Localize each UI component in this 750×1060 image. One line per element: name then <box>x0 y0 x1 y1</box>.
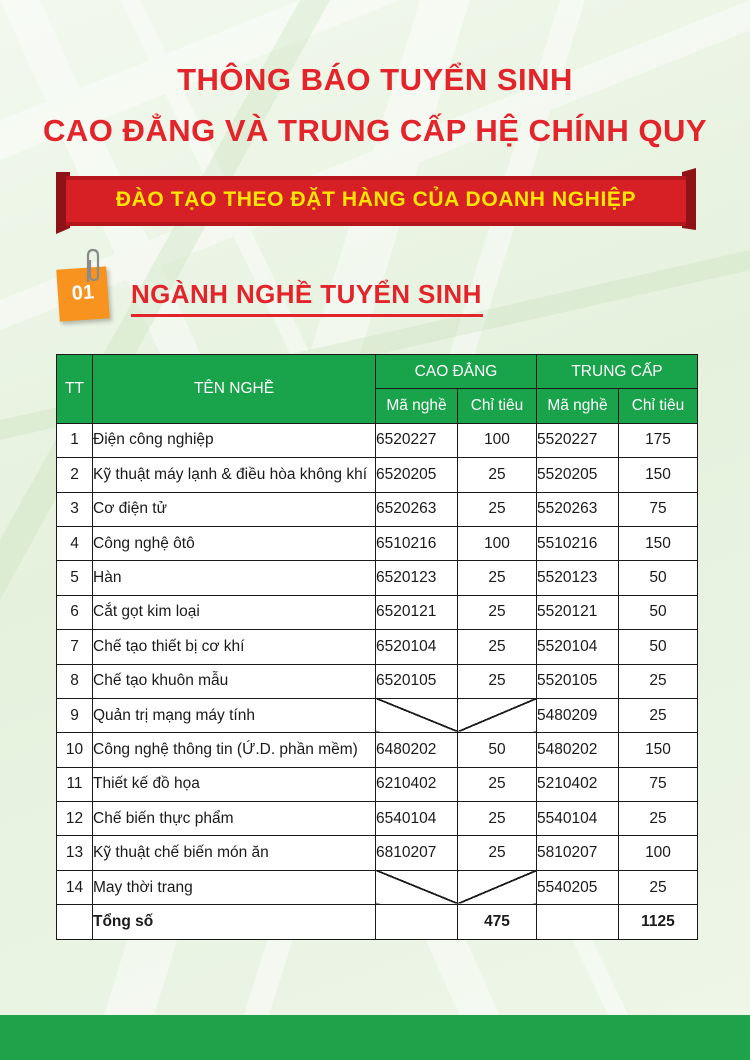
row-tc-quota: 25 <box>619 698 698 732</box>
section-underline <box>131 314 483 317</box>
row-cd-quota: 25 <box>458 630 537 664</box>
header-name: TÊN NGHỀ <box>93 355 376 424</box>
row-cd-code: 6540104 <box>376 802 458 836</box>
row-cd-code: 6520205 <box>376 458 458 492</box>
row-cd-quota-empty <box>458 870 537 904</box>
footer-bar <box>0 1015 750 1060</box>
row-name: May thời trang <box>93 870 376 904</box>
section-title: NGÀNH NGHỀ TUYỂN SINH <box>131 279 482 309</box>
row-cd-quota: 50 <box>458 733 537 767</box>
row-cd-code: 6520104 <box>376 630 458 664</box>
row-name: Kỹ thuật chế biến món ăn <box>93 836 376 870</box>
row-tt: 4 <box>57 526 93 560</box>
total-tt-cell <box>57 905 93 939</box>
row-name: Điện công nghiệp <box>93 423 376 457</box>
table-header-row <box>57 355 698 389</box>
row-tt: 7 <box>57 630 93 664</box>
total-cd-quota: 475 <box>458 905 537 939</box>
table-row <box>57 458 698 492</box>
row-tt: 8 <box>57 664 93 698</box>
row-tc-code: 5510216 <box>537 526 619 560</box>
table-row <box>57 767 698 801</box>
total-label: Tổng số <box>93 905 376 939</box>
row-tt: 12 <box>57 802 93 836</box>
row-tc-code: 5210402 <box>537 767 619 801</box>
row-cd-code: 6480202 <box>376 733 458 767</box>
row-tc-code: 5520227 <box>537 423 619 457</box>
row-name: Công nghệ ôtô <box>93 526 376 560</box>
row-cd-code-empty <box>376 698 458 732</box>
header-cd-code: Mã nghề <box>376 389 458 423</box>
row-cd-code: 6510216 <box>376 526 458 560</box>
row-tt: 3 <box>57 492 93 526</box>
row-tc-quota: 75 <box>619 767 698 801</box>
row-tc-code: 5520123 <box>537 561 619 595</box>
row-tc-code: 5520105 <box>537 664 619 698</box>
row-tc-quota: 150 <box>619 458 698 492</box>
row-cd-quota: 100 <box>458 423 537 457</box>
row-tc-code: 5810207 <box>537 836 619 870</box>
table-row <box>57 526 698 560</box>
table-row <box>57 595 698 629</box>
row-name: Kỹ thuật máy lạnh & điều hòa không khí <box>93 458 376 492</box>
row-tc-code: 5520263 <box>537 492 619 526</box>
row-name: Cơ điện tử <box>93 492 376 526</box>
row-tc-code: 5480202 <box>537 733 619 767</box>
row-name: Hàn <box>93 561 376 595</box>
table-row <box>57 836 698 870</box>
row-cd-quota: 25 <box>458 767 537 801</box>
row-name: Chế tạo khuôn mẫu <box>93 664 376 698</box>
row-name: Cắt gọt kim loại <box>93 595 376 629</box>
row-cd-quota: 25 <box>458 664 537 698</box>
row-tc-code: 5540104 <box>537 802 619 836</box>
row-name: Công nghệ thông tin (Ứ.D. phần mềm) <box>93 733 376 767</box>
row-cd-quota: 100 <box>458 526 537 560</box>
row-tc-code: 5480209 <box>537 698 619 732</box>
row-cd-code: 6210402 <box>376 767 458 801</box>
ribbon-banner <box>56 168 696 234</box>
row-tc-quota: 25 <box>619 802 698 836</box>
row-cd-code-empty <box>376 870 458 904</box>
header-tc-quota: Chỉ tiêu <box>619 389 698 423</box>
table-row <box>57 870 698 904</box>
row-cd-code: 6520227 <box>376 423 458 457</box>
row-cd-quota: 25 <box>458 595 537 629</box>
header-trung-cap: TRUNG CẤP <box>537 355 698 389</box>
header-tt: TT <box>57 355 93 424</box>
table-row <box>57 630 698 664</box>
row-name: Thiết kế đồ họa <box>93 767 376 801</box>
row-cd-quota-empty <box>458 698 537 732</box>
row-tt: 6 <box>57 595 93 629</box>
section-number: 01 <box>71 281 95 305</box>
row-tc-quota: 150 <box>619 733 698 767</box>
notice-subtitle: CAO ĐẲNG VÀ TRUNG CẤP HỆ CHÍNH QUY <box>42 113 708 148</box>
total-row <box>57 905 698 939</box>
row-cd-code: 6520121 <box>376 595 458 629</box>
row-tt: 10 <box>57 733 93 767</box>
row-cd-quota: 25 <box>458 458 537 492</box>
row-tt: 14 <box>57 870 93 904</box>
table-row <box>57 492 698 526</box>
row-tc-code: 5520104 <box>537 630 619 664</box>
row-cd-quota: 25 <box>458 561 537 595</box>
row-tc-quota: 150 <box>619 526 698 560</box>
row-name: Quản trị mạng máy tính <box>93 698 376 732</box>
row-tt: 5 <box>57 561 93 595</box>
header-tc-code: Mã nghề <box>537 389 619 423</box>
row-tc-quota: 50 <box>619 595 698 629</box>
table-row <box>57 664 698 698</box>
row-cd-code: 6520123 <box>376 561 458 595</box>
table-row <box>57 733 698 767</box>
row-tc-code: 5520121 <box>537 595 619 629</box>
row-cd-quota: 25 <box>458 802 537 836</box>
row-cd-code: 6810207 <box>376 836 458 870</box>
table-row <box>57 561 698 595</box>
row-cd-quota: 25 <box>458 492 537 526</box>
total-tc-code-cell <box>537 905 619 939</box>
row-cd-code: 6520105 <box>376 664 458 698</box>
row-tt: 11 <box>57 767 93 801</box>
row-tc-quota: 50 <box>619 630 698 664</box>
ribbon-text: ĐÀO TẠO THEO ĐẶT HÀNG CỦA DOANH NGHIỆP <box>115 188 637 211</box>
row-tc-quota: 175 <box>619 423 698 457</box>
table-row <box>57 423 698 457</box>
notice-title: THÔNG BÁO TUYỂN SINH <box>177 62 573 97</box>
row-tt: 9 <box>57 698 93 732</box>
enrollment-table <box>56 354 698 940</box>
row-cd-code: 6520263 <box>376 492 458 526</box>
row-tc-quota: 50 <box>619 561 698 595</box>
header-cd-quota: Chỉ tiêu <box>458 389 537 423</box>
table-row <box>57 698 698 732</box>
row-tt: 13 <box>57 836 93 870</box>
total-tc-quota: 1125 <box>619 905 698 939</box>
header-cao-dang: CAO ĐẲNG <box>376 355 537 389</box>
row-tc-quota: 100 <box>619 836 698 870</box>
table-row <box>57 802 698 836</box>
total-cd-code-cell <box>376 905 458 939</box>
row-name: Chế tạo thiết bị cơ khí <box>93 630 376 664</box>
row-tc-code: 5520205 <box>537 458 619 492</box>
row-tc-code: 5540205 <box>537 870 619 904</box>
row-name: Chế biến thực phẩm <box>93 802 376 836</box>
paperclip-icon <box>82 248 104 284</box>
row-tt: 1 <box>57 423 93 457</box>
row-tc-quota: 75 <box>619 492 698 526</box>
row-tc-quota: 25 <box>619 664 698 698</box>
row-tc-quota: 25 <box>619 870 698 904</box>
row-tt: 2 <box>57 458 93 492</box>
row-cd-quota: 25 <box>458 836 537 870</box>
table-body <box>57 423 698 904</box>
